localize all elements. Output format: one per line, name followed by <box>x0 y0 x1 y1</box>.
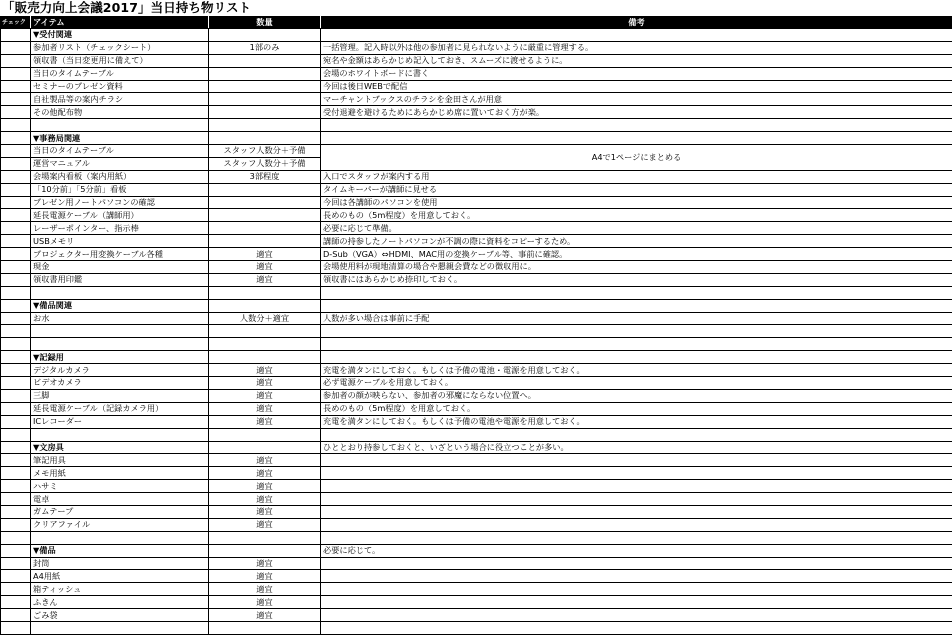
qty-cell[interactable] <box>209 67 321 80</box>
check-cell[interactable] <box>1 145 31 158</box>
check-cell[interactable] <box>1 557 31 570</box>
table-row <box>1 505 952 518</box>
item-cell[interactable]: 電卓 <box>31 493 209 506</box>
table-row <box>1 235 952 248</box>
note-cell[interactable]: 入口でスタッフが案内する用 <box>321 170 952 183</box>
header-item[interactable]: アイテム <box>31 17 209 29</box>
note-cell[interactable]: 参加者の顔が映らない、参加者の邪魔にならない位置へ。 <box>321 389 952 402</box>
note-cell[interactable] <box>321 286 952 299</box>
item-cell[interactable]: デジタルカメラ <box>31 364 209 377</box>
check-cell[interactable] <box>1 505 31 518</box>
table-row <box>1 222 952 235</box>
qty-cell[interactable]: 適宜 <box>209 596 321 609</box>
table-row <box>1 467 952 480</box>
table-row <box>1 67 952 80</box>
qty-cell[interactable]: 適宜 <box>209 609 321 622</box>
note-cell[interactable]: 会場使用料が現地清算の場合や懇親会費などの徴収用に。 <box>321 261 952 274</box>
note-cell[interactable] <box>321 132 952 145</box>
note-cell[interactable]: 長めのもの（5m程度）を用意しておく。 <box>321 209 952 222</box>
blank-row <box>1 119 952 132</box>
note-cell[interactable] <box>321 557 952 570</box>
note-cell[interactable] <box>321 570 952 583</box>
blank-row <box>1 286 952 299</box>
blank-row <box>1 338 952 351</box>
note-cell[interactable]: 長めのもの（5m程度）を用意しておく。 <box>321 402 952 415</box>
check-cell[interactable] <box>1 596 31 609</box>
check-cell[interactable] <box>1 364 31 377</box>
table-row <box>1 596 952 609</box>
note-cell[interactable] <box>321 493 952 506</box>
qty-cell[interactable]: スタッフ人数分＋予備 <box>209 145 321 158</box>
qty-cell[interactable] <box>209 621 321 634</box>
check-cell[interactable] <box>1 583 31 596</box>
qty-cell[interactable] <box>209 132 321 145</box>
qty-cell[interactable] <box>209 544 321 557</box>
item-cell[interactable]: 会場案内看板（案内用紙） <box>31 170 209 183</box>
table-row <box>1 609 952 622</box>
qty-cell[interactable]: 適宜 <box>209 402 321 415</box>
table-row <box>1 454 952 467</box>
table-row <box>1 196 952 209</box>
note-cell[interactable]: 宛名や金額はあらかじめ記入しておき、スムーズに渡せるように。 <box>321 54 952 67</box>
table-row <box>1 54 952 67</box>
qty-cell[interactable] <box>209 93 321 106</box>
qty-cell[interactable]: スタッフ人数分＋予備 <box>209 157 321 170</box>
note-cell[interactable]: D-Sub（VGA）⇔HDMI、MAC用の変換ケーブル等、事前に確認。 <box>321 248 952 261</box>
table-row <box>1 170 952 183</box>
qty-cell[interactable]: 3部程度 <box>209 170 321 183</box>
note-cell[interactable] <box>321 325 952 338</box>
note-cell[interactable] <box>321 428 952 441</box>
blank-row <box>1 621 952 634</box>
qty-cell[interactable] <box>209 441 321 454</box>
qty-cell[interactable]: 適宜 <box>209 415 321 428</box>
check-cell[interactable] <box>1 67 31 80</box>
item-cell[interactable]: 現金 <box>31 261 209 274</box>
check-cell[interactable] <box>1 621 31 634</box>
table-row <box>1 145 952 158</box>
check-cell[interactable] <box>1 480 31 493</box>
note-cell[interactable]: A4で1ページにまとめる <box>321 145 952 171</box>
check-cell[interactable] <box>1 299 31 312</box>
note-cell[interactable] <box>321 596 952 609</box>
qty-cell[interactable] <box>209 325 321 338</box>
qty-cell[interactable]: 適宜 <box>209 518 321 531</box>
item-cell[interactable]: A4用紙 <box>31 570 209 583</box>
table-row <box>1 248 952 261</box>
note-cell[interactable]: 領収書にはあらかじめ捺印しておく。 <box>321 273 952 286</box>
check-cell[interactable] <box>1 157 31 170</box>
section-row <box>1 299 952 312</box>
qty-cell[interactable]: 適宜 <box>209 505 321 518</box>
note-cell[interactable]: 必ず電源ケーブルを用意しておく。 <box>321 377 952 390</box>
section-label[interactable]: ▼備品関連 <box>31 299 209 312</box>
check-cell[interactable] <box>1 544 31 557</box>
qty-cell[interactable]: 適宜 <box>209 493 321 506</box>
item-cell[interactable]: クリアファイル <box>31 518 209 531</box>
section-row <box>1 441 952 454</box>
item-cell[interactable]: 参加者リスト（チェックシート） <box>31 41 209 54</box>
qty-cell[interactable] <box>209 54 321 67</box>
qty-cell[interactable]: 適宜 <box>209 454 321 467</box>
note-cell[interactable] <box>321 338 952 351</box>
section-row <box>1 544 952 557</box>
item-cell[interactable]: ハサミ <box>31 480 209 493</box>
table-row <box>1 402 952 415</box>
section-label[interactable]: ▼事務局関連 <box>31 132 209 145</box>
note-cell[interactable]: 充電を満タンにしておく。もしくは予備の電池や電源を用意しておく。 <box>321 415 952 428</box>
item-cell[interactable]: ふきん <box>31 596 209 609</box>
note-cell[interactable] <box>321 299 952 312</box>
section-label[interactable]: ▼記録用 <box>31 351 209 364</box>
table-row <box>1 106 952 119</box>
section-row <box>1 29 952 42</box>
check-cell[interactable] <box>1 377 31 390</box>
note-cell[interactable] <box>321 583 952 596</box>
item-cell[interactable] <box>31 325 209 338</box>
qty-cell[interactable]: 適宜 <box>209 557 321 570</box>
note-cell[interactable]: 受付退避を避けるためにあらかじめ席に置いておく方が楽。 <box>321 106 952 119</box>
table-row <box>1 364 952 377</box>
check-cell[interactable] <box>1 389 31 402</box>
blank-row <box>1 325 952 338</box>
item-cell[interactable] <box>31 531 209 544</box>
qty-cell[interactable] <box>209 222 321 235</box>
item-cell[interactable]: 箱ティッシュ <box>31 583 209 596</box>
qty-cell[interactable]: 適宜 <box>209 364 321 377</box>
check-cell[interactable] <box>1 570 31 583</box>
check-cell[interactable] <box>1 325 31 338</box>
item-cell[interactable] <box>31 621 209 634</box>
section-row <box>1 351 952 364</box>
check-cell[interactable] <box>1 93 31 106</box>
qty-cell[interactable] <box>209 286 321 299</box>
note-cell[interactable]: 充電を満タンにしておく。もしくは予備の電池・電源を用意しておく。 <box>321 364 952 377</box>
table-row <box>1 312 952 325</box>
table-row <box>1 273 952 286</box>
table-row <box>1 377 952 390</box>
qty-cell[interactable]: 人数分＋適宜 <box>209 312 321 325</box>
note-cell[interactable] <box>321 351 952 364</box>
check-cell[interactable] <box>1 196 31 209</box>
check-cell[interactable] <box>1 170 31 183</box>
table-row <box>1 480 952 493</box>
qty-cell[interactable] <box>209 428 321 441</box>
check-cell[interactable] <box>1 402 31 415</box>
qty-cell[interactable]: 適宜 <box>209 389 321 402</box>
header-qty[interactable]: 数量 <box>209 17 321 29</box>
check-cell[interactable] <box>1 609 31 622</box>
qty-cell[interactable]: 適宜 <box>209 248 321 261</box>
check-cell[interactable] <box>1 132 31 145</box>
note-cell[interactable] <box>321 531 952 544</box>
note-cell[interactable] <box>321 480 952 493</box>
check-cell[interactable] <box>1 467 31 480</box>
qty-cell[interactable]: 適宜 <box>209 583 321 596</box>
check-cell[interactable] <box>1 41 31 54</box>
qty-cell[interactable] <box>209 106 321 119</box>
table-row <box>1 557 952 570</box>
item-cell[interactable]: お水 <box>31 312 209 325</box>
check-cell[interactable] <box>1 209 31 222</box>
item-cell[interactable]: 当日のタイムテーブル <box>31 145 209 158</box>
note-cell[interactable]: 人数が多い場合は事前に手配 <box>321 312 952 325</box>
qty-cell[interactable] <box>209 299 321 312</box>
check-cell[interactable] <box>1 428 31 441</box>
qty-cell[interactable] <box>209 80 321 93</box>
note-cell[interactable]: 今回は後日WEBで配信 <box>321 80 952 93</box>
check-cell[interactable] <box>1 54 31 67</box>
note-cell[interactable] <box>321 505 952 518</box>
qty-cell[interactable] <box>209 209 321 222</box>
note-cell[interactable]: ひととおり持参しておくと、いざという場合に役立つことが多い。 <box>321 441 952 454</box>
check-cell[interactable] <box>1 261 31 274</box>
note-cell[interactable]: タイムキーパーが講師に見せる <box>321 183 952 196</box>
table-row <box>1 415 952 428</box>
item-cell[interactable]: 運営マニュアル <box>31 157 209 170</box>
qty-cell[interactable]: 1部のみ <box>209 41 321 54</box>
table-row <box>1 93 952 106</box>
note-cell[interactable]: 講師の持参したノートパソコンが不調の際に資料をコピーするため。 <box>321 235 952 248</box>
item-cell[interactable]: セミナーのプレゼン資料 <box>31 80 209 93</box>
qty-cell[interactable]: 適宜 <box>209 467 321 480</box>
item-cell[interactable]: 当日のタイムテーブル <box>31 67 209 80</box>
item-cell[interactable]: 三脚 <box>31 389 209 402</box>
qty-cell[interactable] <box>209 351 321 364</box>
qty-cell[interactable] <box>209 235 321 248</box>
check-cell[interactable] <box>1 248 31 261</box>
qty-cell[interactable]: 適宜 <box>209 261 321 274</box>
sheet-title: 「販売力向上会議2017」当日持ち物リスト <box>2 0 252 15</box>
item-cell[interactable]: プレゼン用ノートパソコンの確認 <box>31 196 209 209</box>
table-row <box>1 209 952 222</box>
table-row <box>1 570 952 583</box>
item-cell[interactable]: 延長電源ケーブル（講師用） <box>31 209 209 222</box>
section-row <box>1 132 952 145</box>
qty-cell[interactable] <box>209 531 321 544</box>
item-cell[interactable]: 延長電源ケーブル（記録カメラ用） <box>31 402 209 415</box>
blank-row <box>1 428 952 441</box>
note-cell[interactable] <box>321 467 952 480</box>
table-row <box>1 583 952 596</box>
table-row <box>1 183 952 196</box>
blank-row <box>1 531 952 544</box>
check-cell[interactable] <box>1 493 31 506</box>
note-cell[interactable]: 必要に応じて準備。 <box>321 222 952 235</box>
section-label[interactable]: ▼文房具 <box>31 441 209 454</box>
item-cell[interactable]: その他配布物 <box>31 106 209 119</box>
check-cell[interactable] <box>1 531 31 544</box>
section-label[interactable]: ▼備品 <box>31 544 209 557</box>
item-cell[interactable]: 筆記用具 <box>31 454 209 467</box>
item-cell[interactable]: ごみ袋 <box>31 609 209 622</box>
check-cell[interactable] <box>1 415 31 428</box>
qty-cell[interactable] <box>209 338 321 351</box>
note-cell[interactable] <box>321 621 952 634</box>
table-row <box>1 389 952 402</box>
note-cell[interactable] <box>321 609 952 622</box>
check-cell[interactable] <box>1 29 31 42</box>
check-cell[interactable] <box>1 518 31 531</box>
qty-cell[interactable]: 適宜 <box>209 570 321 583</box>
check-cell[interactable] <box>1 286 31 299</box>
item-cell[interactable]: プロジェクター用変換ケーブル各種 <box>31 248 209 261</box>
item-cell[interactable]: メモ用紙 <box>31 467 209 480</box>
check-cell[interactable] <box>1 351 31 364</box>
qty-cell[interactable] <box>209 196 321 209</box>
note-cell[interactable]: 会場のホワイトボードに書く <box>321 67 952 80</box>
table-row <box>1 261 952 274</box>
check-cell[interactable] <box>1 338 31 351</box>
table-row <box>1 493 952 506</box>
section-label[interactable]: ▼受付関連 <box>31 29 209 42</box>
note-cell[interactable] <box>321 119 952 132</box>
checklist-table <box>0 16 952 635</box>
note-cell[interactable]: 一括管理。記入時以外は他の参加者に見られないように厳重に管理する。 <box>321 41 952 54</box>
check-cell[interactable] <box>1 441 31 454</box>
header-note[interactable]: 備考 <box>321 17 952 29</box>
item-cell[interactable] <box>31 286 209 299</box>
qty-cell[interactable]: 適宜 <box>209 273 321 286</box>
note-cell[interactable]: マーチャントブックスのチラシを金田さんが用意 <box>321 93 952 106</box>
header-check[interactable]: チェック <box>1 17 31 29</box>
check-cell[interactable] <box>1 183 31 196</box>
item-cell[interactable]: ガムテープ <box>31 505 209 518</box>
check-cell[interactable] <box>1 106 31 119</box>
check-cell[interactable] <box>1 235 31 248</box>
header-row <box>1 17 952 29</box>
note-cell[interactable] <box>321 454 952 467</box>
qty-cell[interactable] <box>209 183 321 196</box>
qty-cell[interactable] <box>209 119 321 132</box>
item-cell[interactable]: USBメモリ <box>31 235 209 248</box>
item-cell[interactable] <box>31 428 209 441</box>
qty-cell[interactable] <box>209 29 321 42</box>
check-cell[interactable] <box>1 312 31 325</box>
item-cell[interactable]: ビデオカメラ <box>31 377 209 390</box>
note-cell[interactable]: 必要に応じて。 <box>321 544 952 557</box>
item-cell[interactable] <box>31 119 209 132</box>
check-cell[interactable] <box>1 454 31 467</box>
note-cell[interactable]: 今回は各講師のパソコンを使用 <box>321 196 952 209</box>
check-cell[interactable] <box>1 119 31 132</box>
item-cell[interactable]: 「10分前」「5分前」看板 <box>31 183 209 196</box>
check-cell[interactable] <box>1 273 31 286</box>
item-cell[interactable]: 領収書（当日変更用に備えて） <box>31 54 209 67</box>
qty-cell[interactable]: 適宜 <box>209 377 321 390</box>
check-cell[interactable] <box>1 80 31 93</box>
check-cell[interactable] <box>1 222 31 235</box>
table-row <box>1 518 952 531</box>
table-row <box>1 80 952 93</box>
note-cell[interactable] <box>321 29 952 42</box>
qty-cell[interactable]: 適宜 <box>209 480 321 493</box>
table-row <box>1 41 952 54</box>
item-cell[interactable]: レーザーポインター、指示棒 <box>31 222 209 235</box>
item-cell[interactable]: ICレコーダー <box>31 415 209 428</box>
item-cell[interactable]: 領収書用印鑑 <box>31 273 209 286</box>
note-cell[interactable] <box>321 518 952 531</box>
item-cell[interactable]: 封筒 <box>31 557 209 570</box>
item-cell[interactable]: 自社製品等の案内チラシ <box>31 93 209 106</box>
item-cell[interactable] <box>31 338 209 351</box>
